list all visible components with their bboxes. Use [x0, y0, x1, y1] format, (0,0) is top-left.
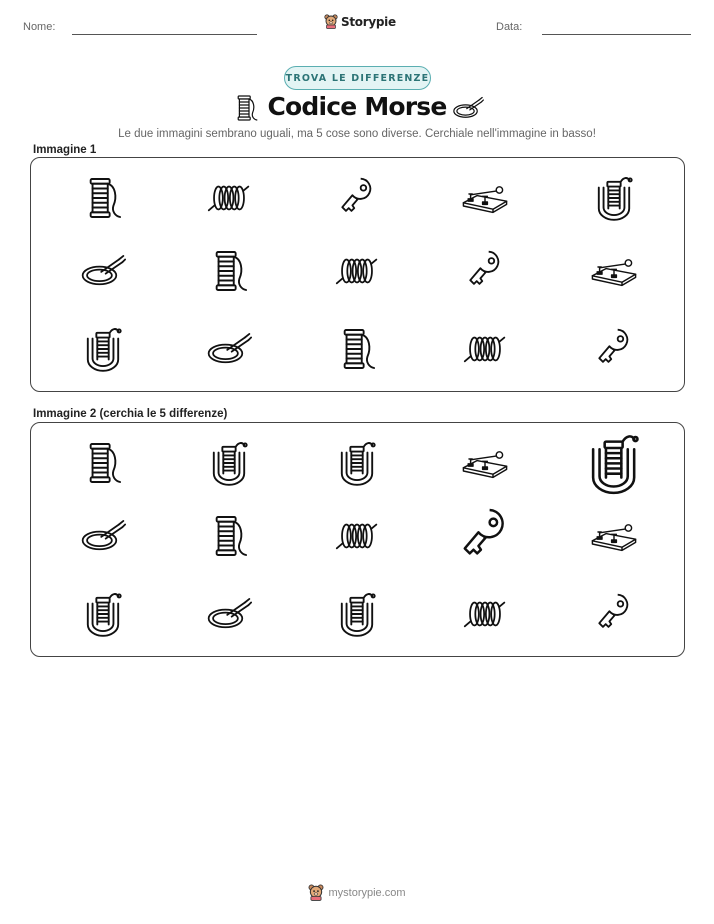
- grid-cell: [206, 331, 252, 367]
- grid-cell[interactable]: [463, 596, 507, 632]
- grid-cell[interactable]: [588, 431, 639, 496]
- spool-icon: [84, 439, 122, 487]
- grid-cell[interactable]: [461, 447, 509, 479]
- grid-cell: [84, 174, 122, 222]
- coil-holder-icon: [588, 431, 639, 496]
- grid-cell: [595, 326, 633, 372]
- coil-icon: [335, 518, 379, 554]
- panel-2-label: Immagine 2 (cerchia le 5 differenze): [33, 408, 228, 420]
- coil-icon: [463, 596, 507, 632]
- bear-mascot-icon: [324, 14, 338, 29]
- grid-cell[interactable]: [459, 505, 510, 567]
- key-icon: [466, 248, 504, 294]
- coil-icon: [463, 331, 507, 367]
- telegraph-icon: [461, 182, 509, 214]
- spool-icon: [84, 174, 122, 222]
- grid-cell[interactable]: [210, 439, 248, 487]
- wire-loop-icon: [452, 95, 484, 121]
- grid-cell[interactable]: [80, 518, 126, 554]
- grid-cell[interactable]: [338, 439, 376, 487]
- coil-icon: [207, 180, 251, 216]
- grid-cell: [590, 255, 638, 287]
- grid-cell[interactable]: [206, 596, 252, 632]
- date-field[interactable]: [542, 34, 691, 35]
- header: [0, 14, 714, 44]
- coil-holder-icon: [595, 174, 633, 222]
- bear-mascot-icon: [308, 884, 324, 901]
- grid-cell: [210, 247, 248, 295]
- wire-loop-icon: [206, 596, 252, 632]
- spool-icon: [210, 512, 248, 560]
- grid-cell[interactable]: [84, 439, 122, 487]
- brand-name: Storypie: [341, 14, 396, 29]
- instructions: Le due immagini sembrano uguali, ma 5 cose sono diverse. Cerchiale nell'immagine in basso!: [118, 128, 596, 140]
- wire-loop-icon: [80, 253, 126, 289]
- grid-cell: [595, 174, 633, 222]
- coil-holder-icon: [84, 325, 122, 373]
- name-label: Nome:: [23, 21, 56, 33]
- grid-cell[interactable]: [595, 591, 633, 637]
- coil-holder-icon: [338, 439, 376, 487]
- grid-cell: [335, 253, 379, 289]
- image-2-panel[interactable]: [30, 422, 685, 657]
- key-icon: [459, 505, 510, 567]
- panel-1-label: Immagine 1: [33, 144, 97, 156]
- grid-cell[interactable]: [590, 520, 638, 552]
- title-row: [0, 92, 714, 126]
- coil-icon: [335, 253, 379, 289]
- key-icon: [595, 591, 633, 637]
- grid-cell[interactable]: [210, 512, 248, 560]
- grid-cell: [338, 175, 376, 221]
- grid-cell[interactable]: [84, 590, 122, 638]
- coil-holder-icon: [338, 590, 376, 638]
- coil-holder-icon: [84, 590, 122, 638]
- grid-cell[interactable]: [338, 590, 376, 638]
- image-1-panel: [30, 157, 685, 392]
- telegraph-icon: [590, 520, 638, 552]
- grid-cell: [207, 180, 251, 216]
- telegraph-icon: [461, 447, 509, 479]
- wire-loop-icon: [80, 518, 126, 554]
- footer-url[interactable]: mystorypie.com: [328, 886, 406, 899]
- grid-cell: [461, 182, 509, 214]
- key-icon: [338, 175, 376, 221]
- wire-loop-icon: [206, 331, 252, 367]
- footer: [0, 884, 714, 901]
- grid-cell: [466, 248, 504, 294]
- grid-cell[interactable]: [335, 518, 379, 554]
- grid-cell: [463, 331, 507, 367]
- activity-badge: TROVA LE DIFFERENZE: [284, 66, 431, 90]
- spool-icon: [338, 325, 376, 373]
- grid-cell: [338, 325, 376, 373]
- name-field[interactable]: [72, 34, 257, 35]
- telegraph-icon: [590, 255, 638, 287]
- grid-cell: [84, 325, 122, 373]
- page-title: Codice Morse: [267, 92, 447, 121]
- key-icon: [595, 326, 633, 372]
- brand-logo: [324, 14, 396, 29]
- spool-icon: [210, 247, 248, 295]
- grid-cell: [80, 253, 126, 289]
- date-label: Data:: [496, 21, 523, 33]
- coil-holder-icon: [210, 439, 248, 487]
